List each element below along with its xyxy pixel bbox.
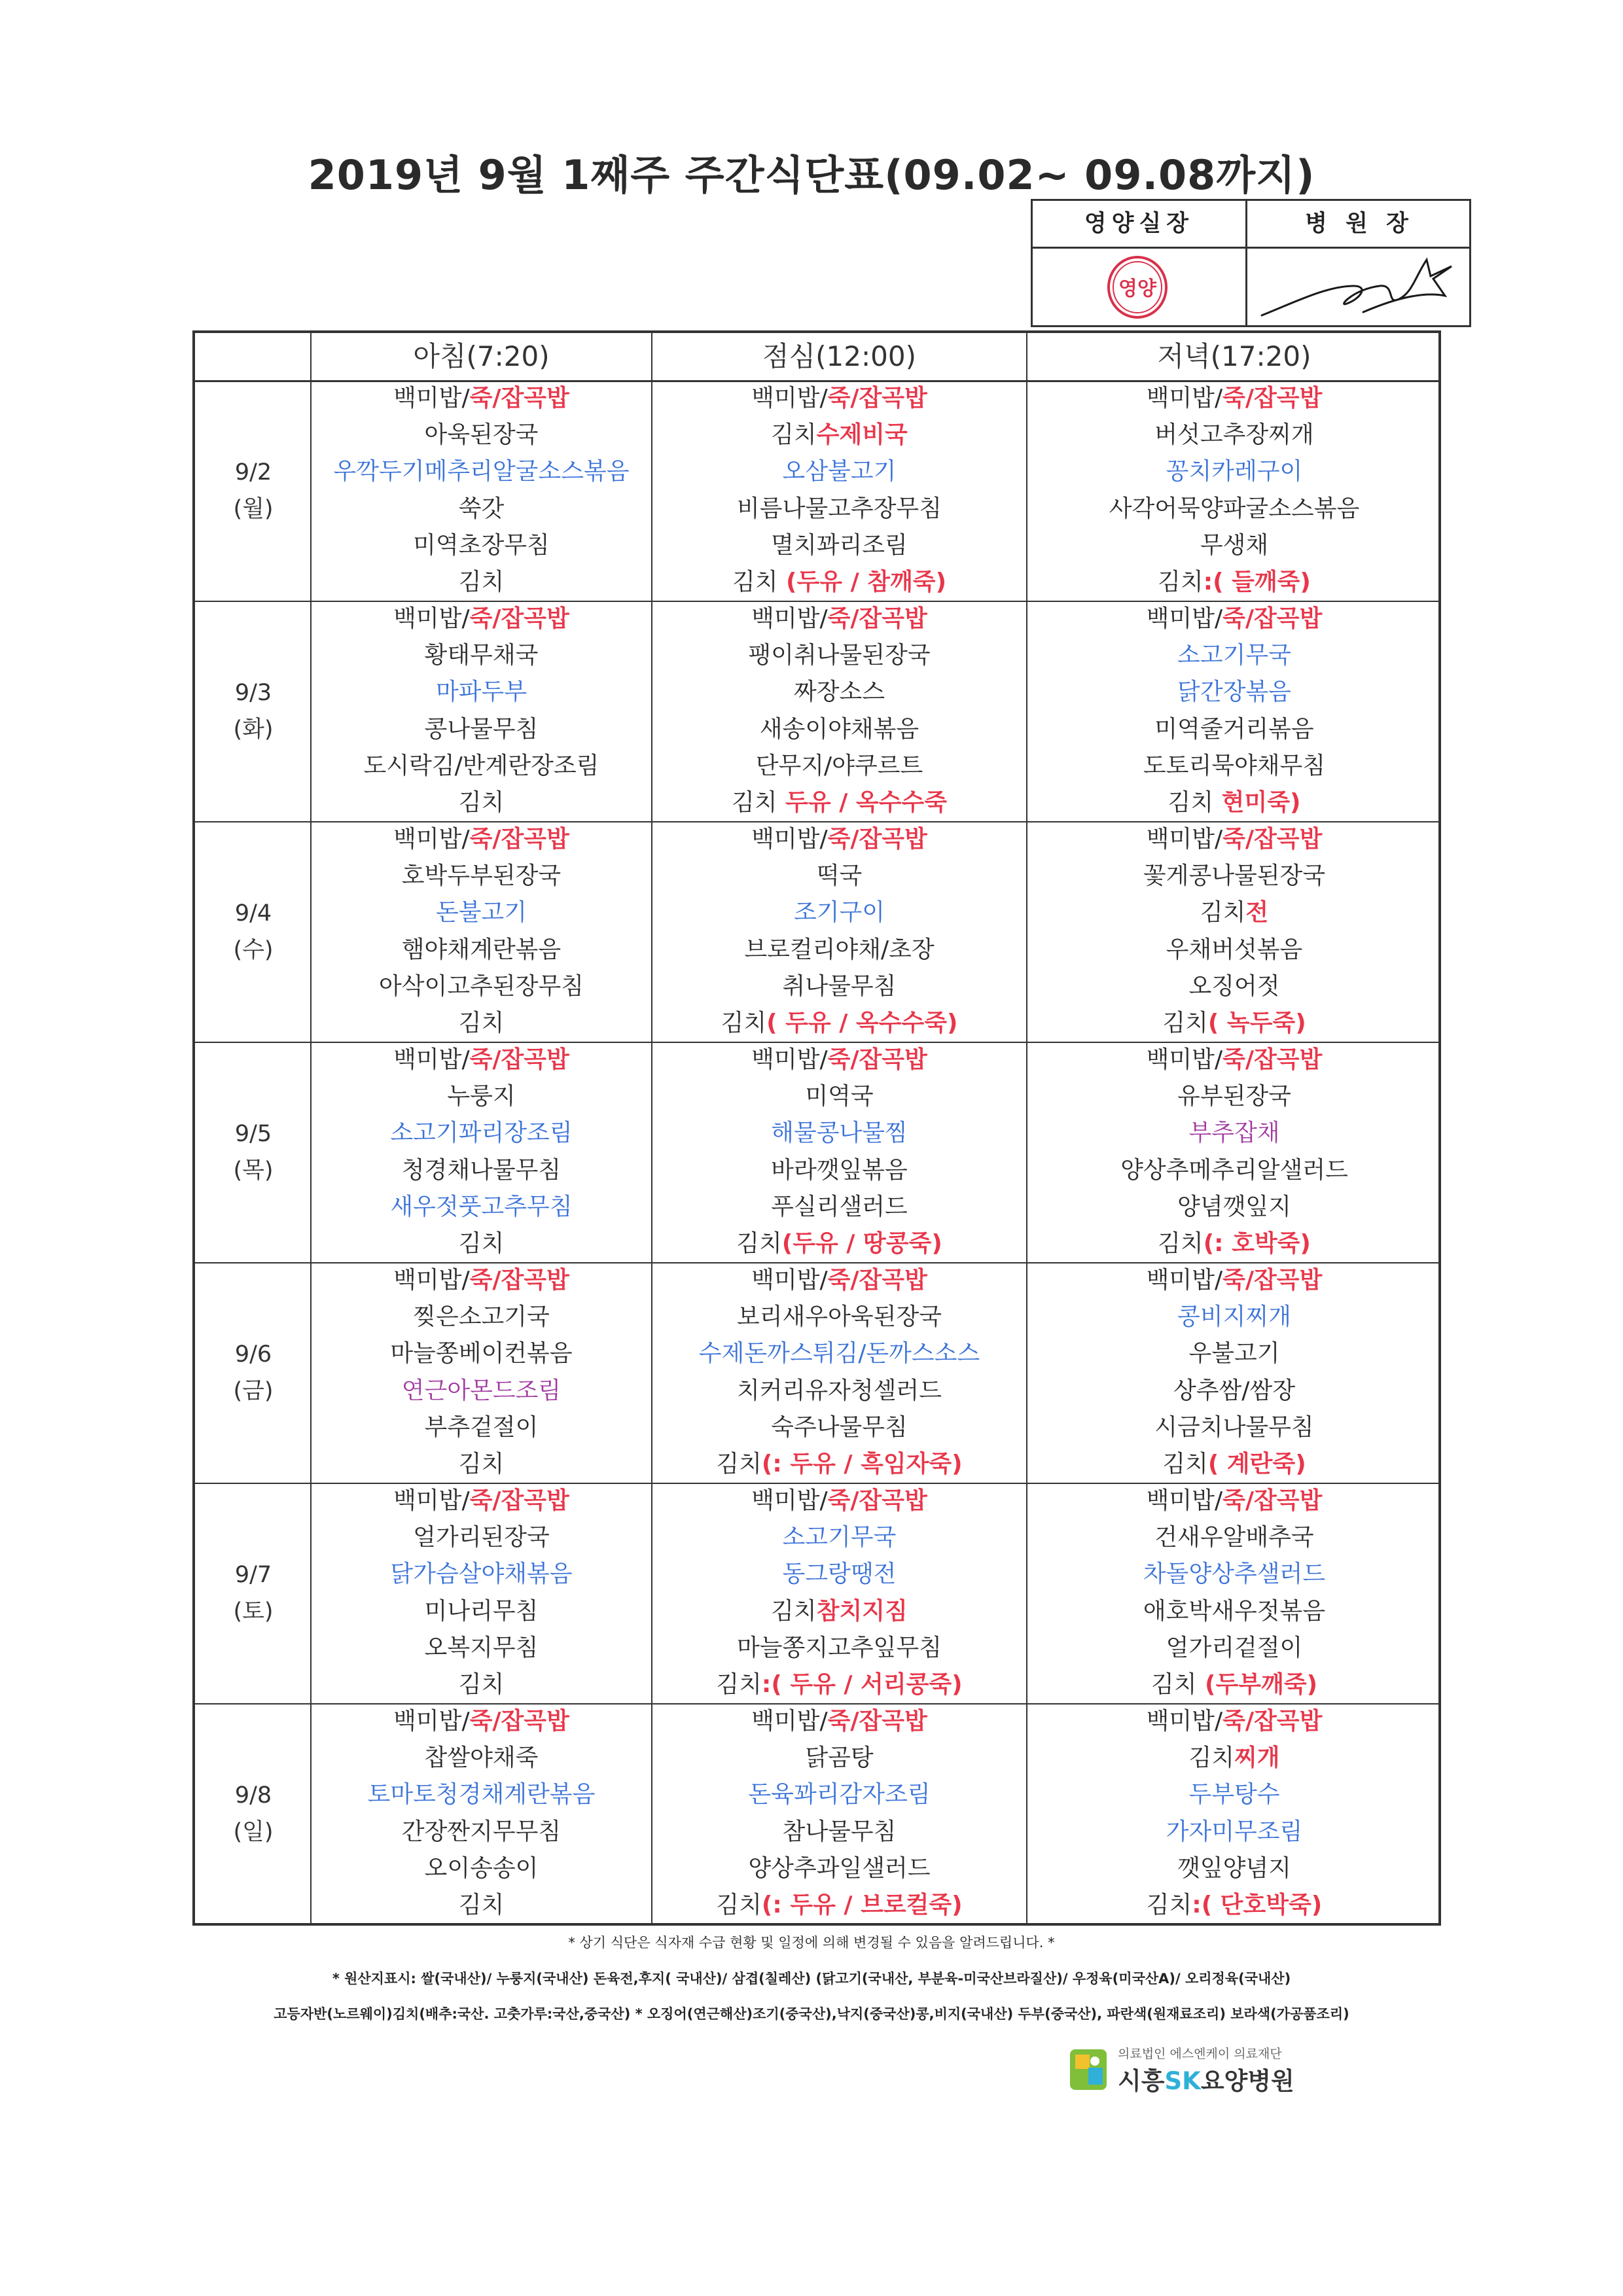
day-label — [195, 1777, 312, 1850]
breakfast-cell — [312, 1703, 651, 1924]
menu-item: 백미밥/죽/잡곡밥 — [751, 1487, 927, 1514]
menu-item: 오복지무침 — [424, 1634, 539, 1661]
day-label — [195, 1336, 312, 1409]
day-label — [195, 454, 312, 527]
menu-item: 백미밥/죽/잡곡밥 — [751, 605, 927, 632]
menu-item: 백미밥/죽/잡곡밥 — [751, 1267, 927, 1294]
menu-item: 김치 (두부깨죽) — [1150, 1670, 1318, 1698]
menu-item: 버섯고추장찌개 — [1154, 421, 1314, 449]
menu-item: 햄야채계란볶음 — [401, 936, 562, 963]
menu-item: 우불고기 — [1188, 1340, 1280, 1368]
nutrition-chief-label: 영양실장 — [1084, 211, 1194, 237]
menu-item: 청경채나물무침 — [401, 1156, 562, 1184]
menu-item: 치커리유자청셀러드 — [737, 1377, 942, 1404]
menu-item: 미역줄거리볶음 — [1154, 715, 1314, 743]
menu-item: 상추쌈/쌈장 — [1173, 1377, 1295, 1404]
menu-item: 소고기꽈리장조림 — [390, 1120, 573, 1147]
origin-line-1: * 원산지표시: 쌀(국내산)/ 누룽지(국내산) 돈육전,후지( 국내산)/ 삼겹(칠레산) (닭고기(국내산, 부분육-미국산브라질산)/ 우정육(미국산A)/ 오리정육(국내산) — [332, 1971, 1291, 1987]
menu-item: 두부탕수 — [1188, 1781, 1280, 1809]
dinner-cell — [1027, 1042, 1441, 1262]
stamp-seal-icon — [1095, 255, 1180, 320]
menu-item: 돈불고기 — [435, 899, 527, 927]
menu-item: 참나물무침 — [782, 1818, 897, 1845]
menu-item: 김치참치지짐 — [771, 1597, 908, 1625]
menu-item: 바라깻잎볶음 — [771, 1156, 908, 1184]
day-date: 9/3 — [234, 679, 272, 706]
menu-item: 백미밥/죽/잡곡밥 — [1146, 1267, 1323, 1294]
menu-item: 미나리무침 — [424, 1597, 539, 1625]
dinner-header: 저녁(17:20) — [1157, 340, 1311, 372]
menu-item: 미역초장무침 — [413, 531, 550, 559]
menu-item: 깻잎양념지 — [1177, 1854, 1291, 1882]
day-weekday: (토) — [233, 1598, 274, 1625]
breakfast-header: 아침(7:20) — [413, 340, 550, 372]
menu-item: 백미밥/죽/잡곡밥 — [1146, 385, 1323, 412]
menu-item: 비름나물고추장무침 — [737, 495, 942, 522]
menu-item: 시금치나물무침 — [1154, 1413, 1314, 1441]
breakfast-cell — [312, 821, 651, 1042]
menu-item: 백미밥/죽/잡곡밥 — [1146, 826, 1323, 853]
menu-item: 김치 현미죽) — [1168, 788, 1301, 816]
menu-item: 찢은소고기국 — [413, 1303, 550, 1331]
menu-item: 누룽지 — [447, 1083, 516, 1110]
menu-item: 백미밥/죽/잡곡밥 — [751, 385, 927, 412]
breakfast-cell — [312, 1262, 651, 1483]
menu-item: 백미밥/죽/잡곡밥 — [393, 605, 569, 632]
menu-item: 연근아몬드조림 — [401, 1377, 562, 1404]
menu-item: 오징어젓 — [1188, 972, 1280, 1000]
day-label — [195, 1116, 312, 1189]
menu-item: 김치 — [458, 788, 505, 816]
page-title: 2019년 9월 1째주 주간식단표(09.02~ 09.08까지) — [308, 151, 1315, 199]
breakfast-cell — [312, 380, 651, 601]
svg-text:영양: 영양 — [1118, 277, 1156, 300]
menu-item: 김치 — [458, 1891, 505, 1918]
menu-item: 마늘쫑지고추잎무침 — [737, 1634, 942, 1661]
menu-item: 김치 — [458, 1229, 505, 1257]
menu-item: 양념깻잎지 — [1177, 1193, 1291, 1220]
menu-item: 새송이야채볶음 — [759, 715, 919, 743]
menu-item: 콩나물무침 — [424, 715, 539, 743]
menu-item: 양상추메추리알샐러드 — [1120, 1156, 1348, 1184]
menu-item: 단무지/야쿠르트 — [755, 752, 923, 779]
breakfast-cell — [312, 1042, 651, 1262]
menu-item: 호박두부된장국 — [401, 862, 562, 890]
menu-item: 보리새우아욱된장국 — [737, 1303, 942, 1331]
day-weekday: (월) — [233, 495, 274, 522]
menu-item: 백미밥/죽/잡곡밥 — [393, 1046, 569, 1073]
menu-item: 우채버섯볶음 — [1166, 936, 1303, 963]
day-label — [195, 895, 312, 968]
menu-item: 애호박새우젓볶음 — [1143, 1597, 1326, 1625]
dinner-cell — [1027, 380, 1441, 601]
menu-item: 김치(: 호박죽) — [1158, 1229, 1311, 1257]
menu-item: 김치(: 두유 / 브로컬죽) — [716, 1891, 963, 1918]
signature-icon — [1255, 250, 1465, 325]
day-weekday: (화) — [233, 716, 274, 743]
menu-item: 김치전 — [1200, 899, 1269, 927]
day-date: 9/2 — [234, 459, 272, 486]
menu-item: 유부된장국 — [1177, 1083, 1291, 1110]
day-label — [195, 1557, 312, 1630]
menu-item: 닭간장볶음 — [1177, 679, 1291, 706]
menu-item: 동그랑땡전 — [782, 1561, 897, 1588]
menu-item: 찹쌀야채죽 — [424, 1744, 539, 1772]
day-weekday: (일) — [233, 1818, 274, 1845]
menu-item: 조기구이 — [793, 899, 885, 927]
menu-item: 김치:( 들깨죽) — [1158, 568, 1311, 595]
menu-item: 우깍두기메추리알굴소스볶음 — [333, 458, 630, 486]
menu-item: 백미밥/죽/잡곡밥 — [393, 385, 569, 412]
menu-item: 차돌양상추샐러드 — [1143, 1561, 1326, 1588]
menu-item: 황태무채국 — [424, 642, 539, 669]
menu-item: 간장짠지무무침 — [401, 1818, 562, 1845]
menu-item: 돈육꽈리감자조림 — [748, 1781, 931, 1809]
menu-item: 건새우알배추국 — [1154, 1524, 1314, 1551]
menu-item: 얼가리된장국 — [413, 1524, 550, 1551]
lunch-cell — [652, 1483, 1026, 1703]
menu-item: 얼가리겉절이 — [1166, 1634, 1303, 1661]
menu-item: 닭가슴살야채볶음 — [390, 1561, 573, 1588]
hospital-logo-icon — [1069, 2048, 1108, 2091]
menu-item: 해물콩나물찜 — [771, 1120, 908, 1147]
menu-item: 김치(두유 / 땅콩죽) — [736, 1229, 942, 1257]
breakfast-cell — [312, 1483, 651, 1703]
day-date: 9/4 — [234, 900, 272, 927]
menu-item: 마파두부 — [435, 679, 527, 706]
dinner-cell — [1027, 1262, 1441, 1483]
menu-item: 수제돈까스튀김/돈까스소스 — [698, 1340, 980, 1368]
lunch-header: 점심(12:00) — [762, 340, 916, 372]
lunch-cell — [652, 601, 1026, 821]
lunch-cell — [652, 1042, 1026, 1262]
menu-item: 토마토청경채계란볶음 — [367, 1781, 596, 1809]
menu-item: 도시락김/반계란장조림 — [363, 752, 599, 779]
menu-item: 소고기무국 — [782, 1524, 897, 1551]
menu-item: 김치찌개 — [1188, 1744, 1280, 1772]
menu-item: 무생채 — [1200, 531, 1269, 559]
lunch-cell — [652, 821, 1026, 1042]
menu-item: 김치:( 단호박죽) — [1146, 1891, 1323, 1918]
day-date: 9/5 — [234, 1120, 272, 1147]
menu-item: 미역국 — [805, 1083, 874, 1110]
menu-item: 백미밥/죽/잡곡밥 — [393, 826, 569, 853]
menu-item: 짜장소스 — [793, 679, 885, 706]
menu-item: 오삼불고기 — [782, 458, 897, 486]
menu-item: 가자미무조림 — [1166, 1818, 1303, 1845]
menu-item: 김치수제비국 — [771, 421, 908, 449]
change-notice: * 상기 식단은 식자재 수급 현황 및 일정에 의해 변경될 수 있음을 알려드립니다. * — [568, 1935, 1055, 1951]
menu-item: 백미밥/죽/잡곡밥 — [751, 826, 927, 853]
menu-item: 꽁치카레구이 — [1166, 458, 1303, 486]
menu-item: 꽃게콩나물된장국 — [1143, 862, 1326, 890]
menu-item: 백미밥/죽/잡곡밥 — [1146, 1708, 1323, 1735]
menu-item: 오이송송이 — [424, 1854, 539, 1882]
lunch-cell — [652, 1262, 1026, 1483]
menu-item: 도토리묵야채무침 — [1143, 752, 1326, 779]
day-date: 9/8 — [234, 1782, 272, 1809]
menu-item: 콩비지찌개 — [1177, 1303, 1291, 1331]
menu-item: 양상추과일샐러드 — [748, 1854, 931, 1882]
day-weekday: (수) — [233, 936, 274, 963]
director-label: 병 원 장 — [1305, 211, 1414, 237]
menu-item: 백미밥/죽/잡곡밥 — [393, 1708, 569, 1735]
menu-item: 백미밥/죽/잡곡밥 — [751, 1046, 927, 1073]
menu-item: 사각어묵양파굴소스볶음 — [1109, 495, 1360, 522]
day-weekday: (목) — [233, 1157, 274, 1184]
menu-item: 브로컬리야채/초장 — [744, 936, 935, 963]
dinner-cell — [1027, 601, 1441, 821]
breakfast-cell — [312, 601, 651, 821]
dinner-cell — [1027, 1483, 1441, 1703]
menu-item: 백미밥/죽/잡곡밥 — [393, 1487, 569, 1514]
menu-item: 소고기무국 — [1177, 642, 1291, 669]
lunch-cell — [652, 1703, 1026, 1924]
menu-item: 떡국 — [816, 862, 863, 890]
menu-item: 닭곰탕 — [805, 1744, 874, 1772]
day-label — [195, 675, 312, 748]
menu-item: 김치 — [458, 1450, 505, 1477]
dinner-cell — [1027, 1703, 1441, 1924]
hospital-subtitle: 의료법인 에스엔케이 의료재단 — [1118, 2047, 1282, 2061]
menu-item: 백미밥/죽/잡곡밥 — [393, 1267, 569, 1294]
menu-item: 김치( 녹두죽) — [1162, 1009, 1306, 1036]
menu-item: 김치 — [458, 1670, 505, 1698]
menu-item: 김치:( 두유 / 서리콩죽) — [716, 1670, 963, 1698]
menu-item: 백미밥/죽/잡곡밥 — [1146, 1487, 1323, 1514]
approval-box — [1031, 199, 1471, 327]
dinner-cell — [1027, 821, 1441, 1042]
menu-item: 부추겉절이 — [424, 1413, 539, 1441]
day-date: 9/6 — [234, 1341, 272, 1368]
menu-item: 취나물무침 — [782, 972, 897, 1000]
lunch-cell — [652, 380, 1026, 601]
menu-item: 김치( 계란죽) — [1162, 1450, 1306, 1477]
menu-item: 아삭이고추된장무침 — [379, 972, 584, 1000]
menu-item: 마늘쫑베이컨볶음 — [390, 1340, 573, 1368]
menu-item: 김치 (두유 / 참깨죽) — [732, 568, 947, 595]
menu-item: 멸치꽈리조림 — [771, 531, 908, 559]
menu-item: 쑥갓 — [458, 495, 505, 522]
origin-line-2: 고등자반(노르웨이)김치(배추:국산. 고춧가루:국산,중국산) * 오징어(연근해산)조기(중국산),낙지(중국산)콩,비지(국내산) 두부(중국산), 파란색(원재료조리) 보라색(가공품조리) — [274, 2006, 1349, 2022]
menu-item: 푸실리샐러드 — [771, 1193, 908, 1220]
menu-item: 백미밥/죽/잡곡밥 — [1146, 1046, 1323, 1073]
menu-item: 김치(: 두유 / 흑임자죽) — [716, 1450, 963, 1477]
menu-item: 아욱된장국 — [424, 421, 539, 449]
menu-item: 김치 — [458, 1009, 505, 1036]
menu-item: 김치 — [458, 568, 505, 595]
menu-table — [192, 330, 1441, 1926]
menu-item: 백미밥/죽/잡곡밥 — [751, 1708, 927, 1735]
menu-item: 팽이취나물된장국 — [748, 642, 931, 669]
menu-item: 부추잡채 — [1188, 1120, 1280, 1147]
menu-item: 백미밥/죽/잡곡밥 — [1146, 605, 1323, 632]
day-date: 9/7 — [234, 1561, 272, 1588]
menu-item: 숙주나물무침 — [771, 1413, 908, 1441]
menu-item: 새우젓풋고추무침 — [390, 1193, 573, 1220]
day-weekday: (금) — [233, 1377, 274, 1404]
hospital-name: 시흥SK요양병원 — [1118, 2067, 1294, 2095]
menu-item: 김치( 두유 / 옥수수죽) — [721, 1009, 958, 1036]
menu-item: 김치 두유 / 옥수수죽 — [732, 788, 947, 816]
